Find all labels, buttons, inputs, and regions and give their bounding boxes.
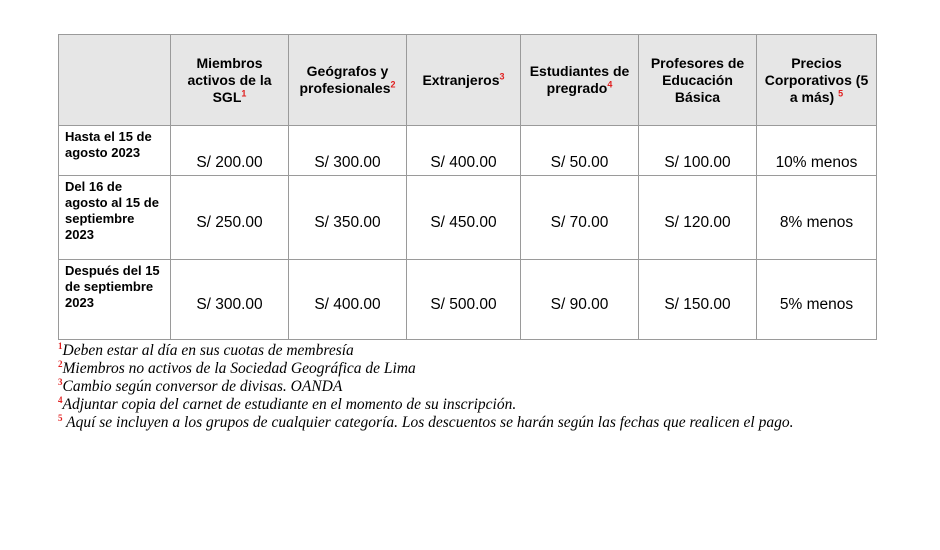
footnote-mark: 2 bbox=[390, 79, 396, 90]
price-cell: S/ 500.00 bbox=[407, 260, 521, 340]
discount-cell: 5% menos bbox=[757, 260, 877, 340]
footnote bbox=[58, 378, 888, 396]
footnote-mark: 1 bbox=[241, 87, 247, 98]
header-cell-estudiantes: Estudiantes de pregrado$^4$ bbox=[521, 35, 639, 126]
table-row bbox=[59, 176, 877, 260]
header-row bbox=[59, 35, 877, 126]
row-label: Del 16 de agosto al 15 de septiembre 2023 bbox=[59, 176, 171, 260]
footnote bbox=[58, 414, 888, 432]
table-row bbox=[59, 126, 877, 176]
discount-cell: 10% menos bbox=[757, 126, 877, 176]
footnote-mark: 1 bbox=[58, 340, 63, 351]
price-cell: S/ 250.00 bbox=[171, 176, 289, 260]
footnote-mark: 5 bbox=[838, 87, 844, 98]
table-row bbox=[59, 260, 877, 340]
footnote-mark: 3 bbox=[58, 376, 63, 387]
price-cell: S/ 150.00 bbox=[639, 260, 757, 340]
header-cell-profesores: Profesores de Educación Básica bbox=[639, 35, 757, 126]
price-cell: S/ 50.00 bbox=[521, 126, 639, 176]
price-cell: S/ 90.00 bbox=[521, 260, 639, 340]
header-cell-miembros-activos: Miembros activos de la SGL$^1$ bbox=[171, 35, 289, 126]
footnote-mark: 4 bbox=[58, 394, 63, 405]
header-cell-precios-corporativos: Precios Corporativos (5 a más) $^5$ bbox=[757, 35, 877, 126]
footnote-text: Adjuntar copia del carnet de estudiante en el momento de su inscripción. bbox=[62, 396, 517, 413]
price-cell: S/ 120.00 bbox=[639, 176, 757, 260]
footnote-text: Aquí se incluyen a los grupos de cualquier categoría. Los descuentos se harán según las fechas que realicen el pago. bbox=[62, 414, 794, 431]
price-cell: S/ 200.00 bbox=[171, 126, 289, 176]
header-cell-geografos: Geógrafos y profesionales$^2$ bbox=[289, 35, 407, 126]
header-cell-empty bbox=[59, 35, 171, 126]
header-cell-extranjeros: Extranjeros$^3$ bbox=[407, 35, 521, 126]
footnote-mark: 4 bbox=[607, 79, 613, 90]
footnote-text: Cambio según conversor de divisas. OANDA bbox=[62, 378, 343, 395]
footnote-mark: 2 bbox=[58, 358, 63, 369]
footnote bbox=[58, 396, 888, 414]
price-cell: S/ 70.00 bbox=[521, 176, 639, 260]
price-cell: S/ 450.00 bbox=[407, 176, 521, 260]
price-cell: S/ 350.00 bbox=[289, 176, 407, 260]
row-label: Hasta el 15 de agosto 2023 bbox=[59, 126, 171, 176]
price-cell: S/ 300.00 bbox=[289, 126, 407, 176]
footnote-mark: 5 bbox=[58, 412, 63, 423]
price-cell: S/ 100.00 bbox=[639, 126, 757, 176]
price-table bbox=[58, 34, 877, 340]
footnote-text: Miembros no activos de la Sociedad Geográfica de Lima bbox=[62, 360, 416, 377]
footnote bbox=[58, 342, 888, 360]
price-cell: S/ 400.00 bbox=[407, 126, 521, 176]
footnotes bbox=[58, 342, 888, 432]
row-label: Después del 15 de septiembre 2023 bbox=[59, 260, 171, 340]
document-page bbox=[58, 34, 878, 432]
footnote-mark: 3 bbox=[499, 70, 505, 81]
discount-cell: 8% menos bbox=[757, 176, 877, 260]
footnote bbox=[58, 360, 888, 378]
price-cell: S/ 400.00 bbox=[289, 260, 407, 340]
price-cell: S/ 300.00 bbox=[171, 260, 289, 340]
footnote-text: Deben estar al día en sus cuotas de membresía bbox=[62, 342, 354, 359]
